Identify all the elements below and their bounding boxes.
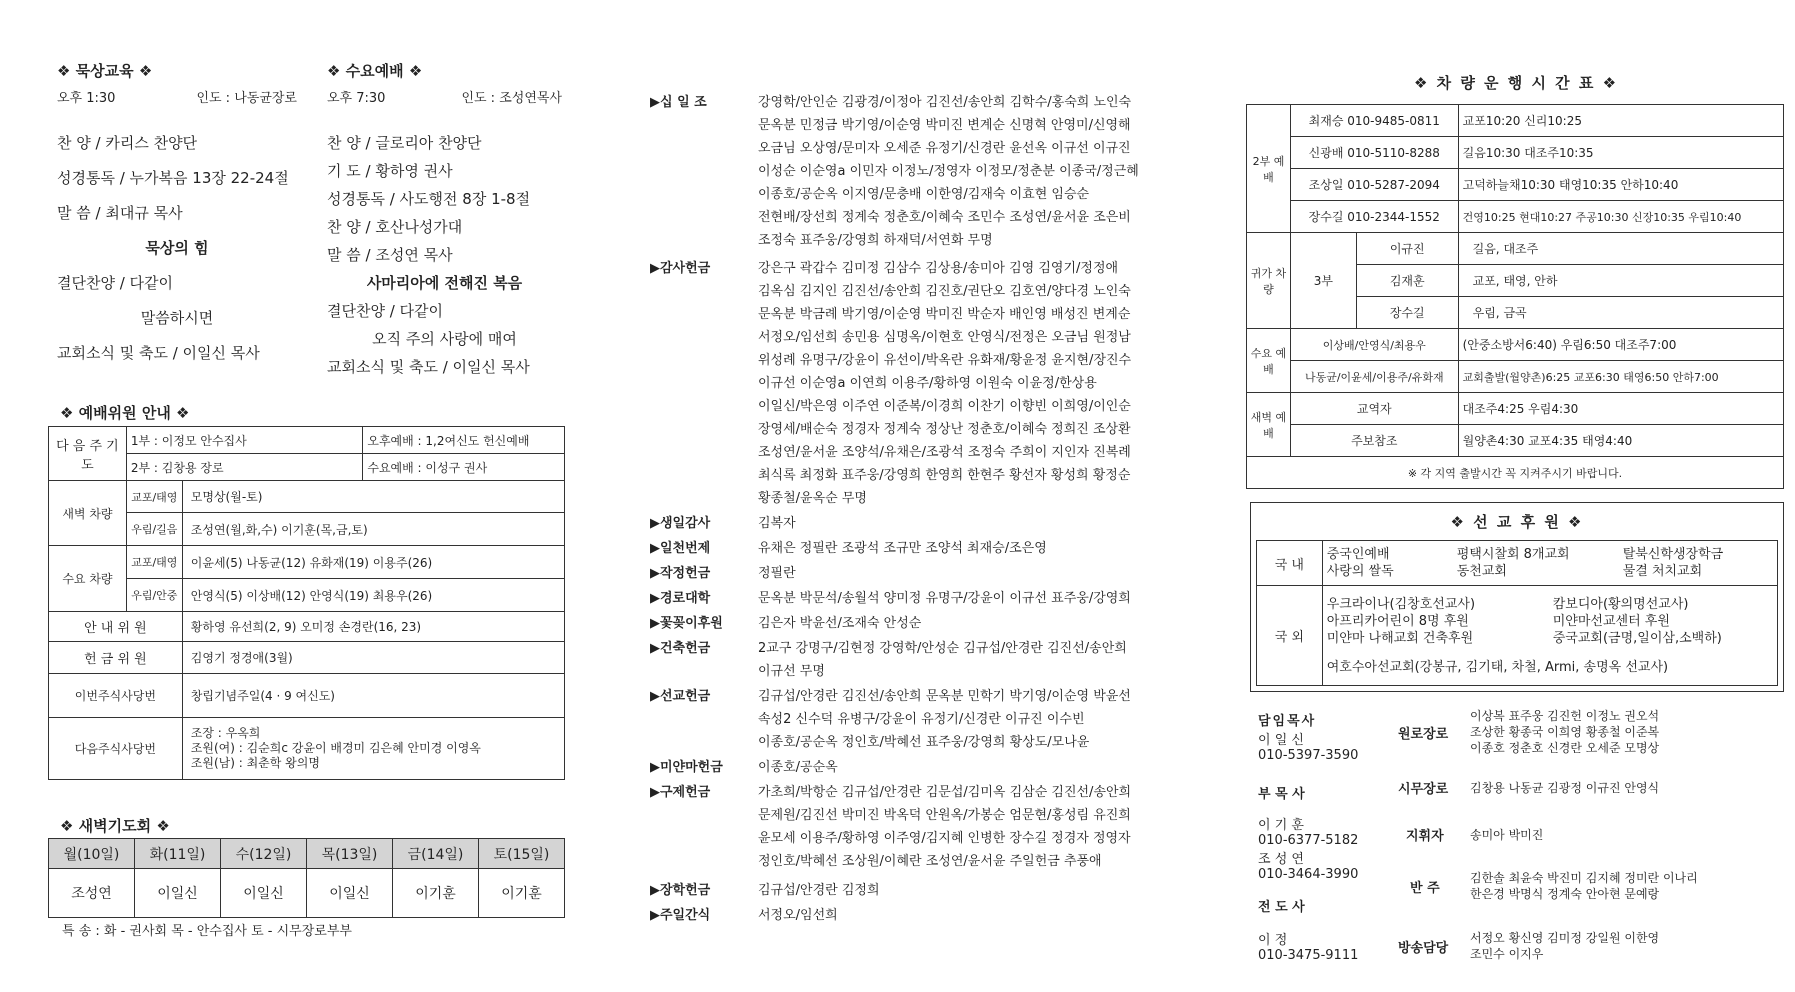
day-header: 화(11일)	[135, 839, 221, 869]
donation-names	[758, 756, 1168, 779]
donation-row	[650, 91, 1170, 252]
donation-line: 유채은 정필란 조광석 조규만 조양석 최재승/조은영	[758, 541, 1047, 556]
donation-line: 서정오/임선희 송민용 심명옥/이현호 안영식/전정은 오금님 원정남	[758, 330, 1131, 345]
overseas-list	[1322, 586, 1777, 686]
mission-item: 평택시찰회 8개교회	[1456, 547, 1570, 562]
vehicle-table	[1246, 104, 1784, 489]
wednesday-closing-song: 오직 주의 사랑에 매여	[372, 330, 517, 348]
vehicle-driver: 장수길	[1356, 297, 1458, 329]
donation-label: ▶미얀마헌금	[650, 760, 723, 775]
senior-pastor-phone: 010-5397-3590	[1258, 748, 1359, 763]
mission-item: 사랑의 쌀독	[1326, 564, 1394, 579]
wed-vehicle-label: 수요 예배	[1247, 329, 1291, 393]
donation-names	[758, 562, 1168, 585]
vehicle-driver: 교역자	[1290, 393, 1458, 425]
next-meal-value	[182, 718, 564, 780]
wednesday-line: 기 도 / 황하영 권사	[327, 162, 453, 180]
vehicle-route: 월양촌4:30 교포4:35 태영4:40	[1458, 425, 1783, 457]
vehicle-route: 교포10:20 신리10:25	[1458, 105, 1783, 137]
day-header: 토(15일)	[479, 839, 565, 869]
donation-row	[650, 512, 1170, 535]
offering-value: 김영기 정경애(3월)	[182, 642, 564, 674]
wednesday-line: 찬 양 / 호산나성가대	[327, 218, 463, 236]
dawn-prayer-table	[48, 838, 565, 918]
next-prayer-1b: 오후예배 : 1,2여신도 헌신예배	[363, 427, 565, 454]
staff-group-line: 조민수 이지우	[1470, 947, 1544, 961]
special-song: 특 송 : 화 - 권사회 목 - 안수집사 토 - 시무장로부부	[62, 924, 352, 939]
meditation-sermon-title: 묵상의 힘	[145, 239, 209, 257]
vehicle-route: 길음, 대조주	[1458, 233, 1783, 265]
mission-box	[1250, 502, 1784, 692]
home-car-label: 귀가 차량	[1247, 233, 1291, 329]
donation-names	[758, 637, 1168, 683]
donation-line: 서정오/임선희	[758, 908, 838, 923]
mission-title: ❖ 선 교 후 원 ❖	[1450, 513, 1584, 531]
service2-label: 2부 예배	[1247, 105, 1291, 233]
donation-row	[650, 756, 1170, 779]
associate-pastor-name: 조 성 연	[1258, 852, 1304, 867]
staff-section	[1258, 710, 1388, 963]
day-leader: 이기훈	[479, 869, 565, 918]
meditation-line: 성경통독 / 누가복음 13장 22-24절	[57, 169, 289, 187]
donation-row	[650, 904, 1170, 927]
day-leader: 조성연	[49, 869, 135, 918]
mission-table	[1256, 540, 1778, 686]
staff-group-line: 김한솔 최윤숙 박진미 김지혜 정미란 이나리	[1470, 871, 1698, 885]
donation-label: ▶주일간식	[650, 908, 711, 923]
donation-line: 윤모세 이용주/황하영 이주영/김지혜 인병한 장수길 정경자 정영자	[758, 831, 1131, 846]
vehicle-driver: 조상일 010-5287-2094	[1290, 169, 1458, 201]
donation-line: 위성례 유명구/강윤이 유선이/박옥란 유화재/황윤정 윤지현/장진수	[758, 353, 1132, 368]
donation-line: 속성2 신수덕 유병구/강윤이 유정기/신경란 이규진 이수빈	[758, 712, 1085, 727]
mission-item: 동천교회	[1456, 564, 1507, 579]
donation-row	[650, 879, 1170, 902]
donation-names	[758, 91, 1168, 252]
mission-item: 여호수아선교회(강봉규, 김기태, 차철, Armi, 송명옥 선교사)	[1326, 659, 1669, 675]
donation-line: 조정숙 표주웅/강영희 하재덕/서연화 무명	[758, 233, 993, 248]
donation-names	[758, 879, 1168, 902]
vehicle-route: 대조주4:25 우림4:30	[1458, 393, 1783, 425]
vehicle-driver: 주보참조	[1290, 425, 1458, 457]
day-header: 월(10일)	[49, 839, 135, 869]
meditation-title: ❖ 묵상교육 ❖	[57, 62, 153, 80]
wed-car-label: 수요 차량	[49, 546, 127, 612]
wednesday-line: 찬 양 / 글로리아 찬양단	[327, 134, 482, 152]
donation-row	[650, 612, 1170, 635]
donation-line: 김규섭/안경란 김진선/송안희 문옥분 민학기 박기영/이순영 박윤선	[758, 689, 1131, 704]
mission-item: 탈북신학생장학금	[1622, 547, 1724, 562]
meditation-line: 말 씀 / 최대규 목사	[57, 204, 183, 222]
donation-label: ▶장학헌금	[650, 883, 711, 898]
donation-row	[650, 537, 1170, 560]
donation-names	[758, 685, 1168, 754]
donation-line: 김옥심 김지인 김진선/송안희 김진호/권단오 김호연/양다경 노인숙	[758, 284, 1131, 299]
dawn-car-label: 새벽 차량	[49, 481, 127, 546]
vehicle-driver: 나동균/이윤세/이용주/유화재	[1290, 361, 1458, 393]
donation-label: ▶꽃꽂이후원	[650, 616, 723, 631]
associate-pastor-name: 이 기 훈	[1258, 818, 1304, 833]
donation-line: 가초희/박항순 김규섭/안경란 김문섭/김미옥 김삼순 김진선/송안희	[758, 785, 1132, 800]
mission-item: 중국교회(금명,일이삼,소백하)	[1552, 630, 1722, 646]
this-meal-value: 창립기념주일(4 · 9 여신도)	[182, 674, 564, 718]
domestic-label: 국 내	[1257, 541, 1323, 586]
wednesday-leader: 인도 : 조성연목사	[461, 91, 562, 106]
staff-group-label: 방송담당	[1398, 940, 1449, 956]
usher-value: 황하영 유선희(2, 9) 오미정 손경란(16, 23)	[182, 612, 564, 642]
next-meal-line: 조원(남) : 최춘학 왕의명	[190, 756, 320, 770]
dawn-car-route: 우림/길음	[126, 513, 182, 546]
donation-line: 김은자 박윤선/조재숙 안성순	[758, 616, 922, 631]
donation-names	[758, 587, 1168, 610]
vehicle-driver: 장수길 010-2344-1552	[1290, 201, 1458, 233]
staff-group-line: 한은경 박명식 정계숙 안아현 문예랑	[1470, 887, 1660, 901]
donation-line: 이종호/공순옥	[758, 760, 838, 775]
donation-names	[758, 537, 1168, 560]
staff-group-line: 조상한 황종국 이희영 황종철 이준복	[1470, 725, 1660, 739]
next-meal-label: 다음주식사당번	[49, 718, 183, 780]
day-header: 금(14일)	[393, 839, 479, 869]
wed-car-value: 이윤세(5) 나동균(12) 유화재(19) 이용주(26)	[182, 546, 564, 579]
donation-label: ▶건축헌금	[650, 641, 711, 656]
donation-row	[650, 562, 1170, 585]
donation-label: ▶생일감사	[650, 516, 711, 531]
dawn-car-route: 교포/태영	[126, 481, 182, 513]
associate-pastor-phone: 010-3464-3990	[1258, 867, 1359, 882]
domestic-list	[1322, 541, 1777, 586]
dawn-prayer-title: ❖ 새벽기도회 ❖	[60, 817, 170, 835]
next-meal-line: 조장 : 우옥희	[190, 726, 261, 740]
vehicle-route: 교회출발(월양촌)6:25 교포6:30 태영6:50 안하7:00	[1458, 361, 1783, 393]
evangelist-label: 전 도 사	[1258, 900, 1305, 915]
donation-label: ▶십 일 조	[650, 95, 707, 110]
donation-names	[758, 904, 1168, 927]
wednesday-time: 오후 7:30	[327, 91, 386, 106]
usher-label: 안 내 위 원	[49, 612, 183, 642]
donation-line: 이규선 무명	[758, 664, 825, 679]
donation-line: 장영세/배순숙 정경자 정계숙 정상난 정춘호/이혜숙 정희진 조상환	[758, 422, 1131, 437]
vehicle-route: 우림, 금곡	[1458, 297, 1783, 329]
meditation-leader: 인도 : 나동균장로	[196, 91, 297, 106]
associate-pastor-label: 부 목 사	[1258, 787, 1305, 802]
donation-row	[650, 685, 1170, 754]
donation-line: 이일신/박은영 이주연 이준복/이경희 이찬기 이향빈 이희영/이인순	[758, 399, 1131, 414]
meditation-time: 오후 1:30	[57, 91, 116, 106]
dawn-car-value: 조성연(월,화,수) 이기훈(목,금,토)	[182, 513, 564, 546]
next-prayer-label: 다 음 주 기 도	[49, 427, 127, 481]
wednesday-sermon-title: 사마리아에 전해진 복음	[366, 274, 523, 292]
donation-row	[650, 257, 1170, 510]
next-prayer-2b: 수요예배 : 이성구 권사	[363, 454, 565, 481]
overseas-label: 국 외	[1257, 586, 1323, 686]
wednesday-title: ❖ 수요예배 ❖	[327, 62, 423, 80]
day-leader: 이일신	[135, 869, 221, 918]
mission-item: 아프리카어린이 8명 후원	[1326, 613, 1469, 629]
next-prayer-1: 1부 : 이정모 안수집사	[126, 427, 363, 454]
mission-item: 중국인예배	[1326, 547, 1390, 562]
meditation-closing-song: 말씀하시면	[140, 309, 214, 327]
wednesday-news: 교회소식 및 축도 / 이일신 목사	[327, 358, 530, 376]
donation-line: 조성연/윤서윤 조양석/유채은/조광석 조정숙 주희이 지인자 진복례	[758, 445, 1131, 460]
vehicle-driver: 김재훈	[1356, 265, 1458, 297]
vehicle-route: 길음10:30 대조주10:35	[1458, 137, 1783, 169]
mission-item: 물결 처치교회	[1622, 564, 1703, 579]
donations-list	[650, 89, 1170, 927]
donation-line: 오금님 오상영/문미자 오세준 유정기/신경란 윤선옥 이규선 이규진	[758, 141, 1131, 156]
staff-group-line: 이종호 정춘호 신경란 오세준 모명상	[1470, 741, 1660, 755]
dawn-vehicle-label: 새벽 예배	[1247, 393, 1291, 457]
wednesday-line: 성경통독 / 사도행전 8장 1-8절	[327, 190, 531, 208]
staff-group-label: 반 주	[1410, 880, 1440, 896]
donation-line: 이규선 이순영a 이연희 이용주/황하영 이원숙 이윤정/한상용	[758, 376, 1097, 391]
donation-line: 문옥분 박금례 박기영/이순영 박미진 박순자 배인영 배성진 변계순	[758, 307, 1131, 322]
donation-row	[650, 781, 1170, 873]
evangelist-name: 이 정	[1258, 933, 1288, 948]
donation-line: 이성순 이순영a 이민자 이정노/정영자 이정모/정춘분 이종국/정근혜	[758, 164, 1139, 179]
wednesday-section	[327, 60, 562, 377]
staff-group-line: 서정오 황신영 김미정 강일원 이한영	[1470, 931, 1660, 945]
donation-line: 문옥분 민정금 박기영/이순영 박미진 변계순 신명혁 안영미/신영해	[758, 118, 1131, 133]
meditation-closing: 결단찬양 / 다같이	[57, 274, 174, 292]
staff-group-label: 시무장로	[1398, 782, 1449, 797]
donation-line: 이종호/공순옥 정인호/박혜선 표주웅/강영희 황상도/모나윤	[758, 735, 1090, 750]
mission-item: 우크라이나(김창호선교사)	[1326, 596, 1476, 612]
donation-line: 문옥분 박문석/송월석 양미정 유명구/강윤이 이규선 표주웅/강영희	[758, 591, 1131, 606]
donation-line: 최식록 최정화 표주웅/강영희 한영희 한현주 황선자 황성희 황정순	[758, 468, 1131, 483]
wednesday-line: 말 씀 / 조성연 목사	[327, 246, 453, 264]
vehicle-route: 고덕하늘채10:30 태영10:35 안하10:40	[1458, 169, 1783, 201]
donation-line: 김복자	[758, 516, 796, 531]
committee-title: ❖ 예배위원 안내 ❖	[60, 404, 190, 422]
mission-item: 캄보디아(황의명선교사)	[1552, 596, 1689, 612]
offering-label: 헌 금 위 원	[49, 642, 183, 674]
this-meal-label: 이번주식사당번	[49, 674, 183, 718]
donation-line: 김규섭/안경란 김정희	[758, 883, 880, 898]
donation-names	[758, 781, 1168, 873]
donation-line: 황종철/윤옥순 무명	[758, 491, 867, 506]
wednesday-closing: 결단찬양 / 다같이	[327, 302, 444, 320]
donation-line: 정필란	[758, 566, 796, 581]
dawn-car-value: 모명상(월-토)	[182, 481, 564, 513]
home-car-part: 3부	[1290, 233, 1356, 329]
donation-line: 강영학/안인순 김광경/이정아 김진선/송안희 김학수/홍숙희 노인숙	[758, 95, 1132, 110]
donation-label: ▶감사헌금	[650, 261, 711, 276]
day-leader: 이일신	[221, 869, 307, 918]
donation-label: ▶선교헌금	[650, 689, 711, 704]
senior-pastor-label: 담임목사	[1258, 714, 1317, 729]
next-prayer-2: 2부 : 김창용 장로	[126, 454, 363, 481]
staff-group-line: 이상복 표주웅 김진헌 이정노 권오석	[1470, 709, 1660, 723]
donation-line: 정인호/박혜선 조상원/이혜란 조성연/윤서윤 주일헌금 추풍애	[758, 854, 1102, 869]
mission-item: 미얀마 나해교회 건축후원	[1326, 630, 1474, 646]
donation-names	[758, 512, 1168, 535]
senior-pastor-name: 이 일 신	[1258, 733, 1304, 748]
evangelist-phone: 010-3475-9111	[1258, 948, 1359, 963]
donation-names	[758, 612, 1168, 635]
day-header: 목(13일)	[307, 839, 393, 869]
wed-car-value: 안영식(5) 이상배(12) 안영식(19) 최용우(26)	[182, 579, 564, 612]
vehicle-note: ※ 각 지역 출발시간 꼭 지켜주시기 바랍니다.	[1247, 457, 1784, 489]
staff-group-line: 송미아 박미진	[1470, 828, 1544, 842]
donation-line: 문제원/김진선 박미진 박옥덕 안원옥/가봉순 엄문현/홍성림 유진희	[758, 808, 1131, 823]
day-leader: 이일신	[307, 869, 393, 918]
donation-row	[650, 587, 1170, 610]
elders-group	[1398, 708, 1783, 962]
donation-label: ▶작정헌금	[650, 566, 711, 581]
meditation-news: 교회소식 및 축도 / 이일신 목사	[57, 344, 260, 362]
donation-line: 전현배/장선희 정계숙 정춘호/이혜숙 조민수 조성연/윤서윤 조은비	[758, 210, 1131, 225]
associate-pastor-phone: 010-6377-5182	[1258, 833, 1359, 848]
donation-label: ▶구제헌금	[650, 785, 711, 800]
donation-row	[650, 637, 1170, 683]
staff-group-label: 지휘자	[1406, 829, 1444, 844]
donation-label: ▶일천번제	[650, 541, 711, 556]
next-meal-line: 조원(여) : 김순희c 강윤이 배경미 김은혜 안미경 이영옥	[190, 741, 481, 755]
mission-item: 미얀마선교센터 후원	[1552, 613, 1670, 629]
day-header: 수(12일)	[221, 839, 307, 869]
meditation-line: 찬 양 / 카리스 찬양단	[57, 134, 198, 152]
donation-line: 이종호/공순옥 이지영/문충배 이한영/김재숙 이효현 임승순	[758, 187, 1090, 202]
donation-line: 강은구 곽갑수 김미정 김삼수 김상용/송미아 김영 김영기/정정애	[758, 261, 1119, 276]
vehicle-title: ❖ 차 량 운 행 시 간 표 ❖	[1413, 74, 1619, 92]
staff-group-label: 원로장로	[1398, 726, 1449, 742]
meditation-section	[57, 60, 297, 363]
donation-names	[758, 257, 1168, 510]
wed-car-route: 교포/태영	[126, 546, 182, 579]
vehicle-route: (안중소방서6:40) 우림6:50 대조주7:00	[1458, 329, 1783, 361]
vehicle-route: 교포, 태영, 안하	[1458, 265, 1783, 297]
vehicle-driver: 최재승 010-9485-0811	[1290, 105, 1458, 137]
vehicle-route: 건영10:25 현대10:27 주공10:30 신장10:35 우림10:40	[1458, 201, 1783, 233]
staff-group-line: 김창용 나동균 김광정 이규진 안영식	[1470, 781, 1660, 795]
vehicle-driver: 신광배 010-5110-8288	[1290, 137, 1458, 169]
vehicle-driver: 이상배/안영식/최용우	[1290, 329, 1458, 361]
donation-label: ▶경로대학	[650, 591, 711, 606]
committee-table	[48, 426, 565, 780]
wed-car-route: 우림/안중	[126, 579, 182, 612]
vehicle-driver: 이규진	[1356, 233, 1458, 265]
day-leader: 이기훈	[393, 869, 479, 918]
donation-line: 2교구 강명구/김현정 강영학/안성순 김규섭/안경란 김진선/송안희	[758, 641, 1127, 656]
